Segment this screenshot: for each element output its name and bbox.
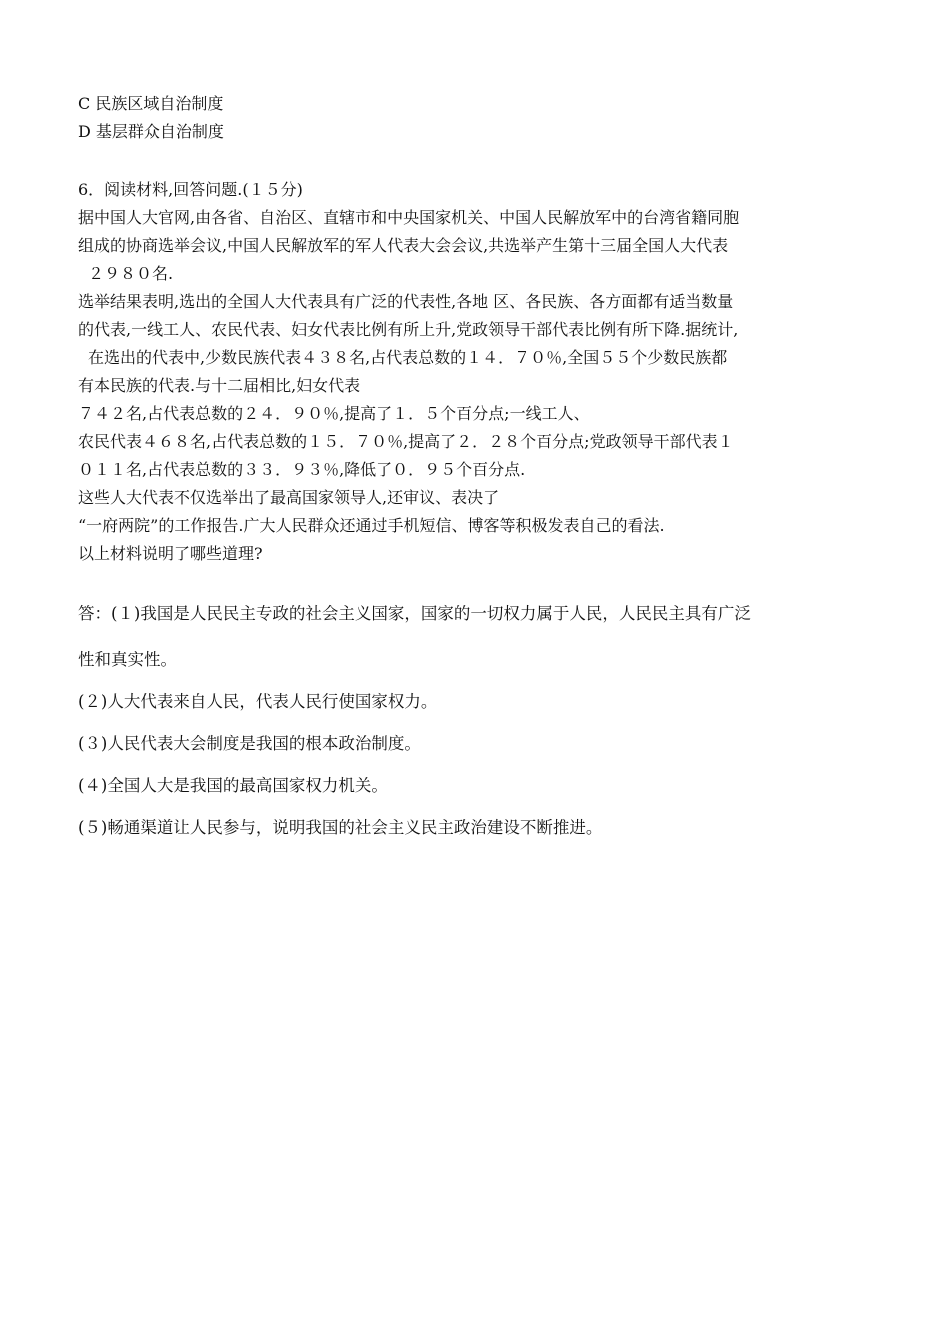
material-line: 的代表,一线工人、农民代表、妇女代表比例有所上升,党政领导干部代表比例有所下降.据统计, <box>78 320 739 339</box>
material-line: ７４２名,占代表总数的２４．９０％,提高了１．５个百分点;一线工人、 <box>78 404 590 423</box>
answer-line: (２)人大代表来自人民，代表人民行使国家权力。 <box>78 692 438 711</box>
material-line: 选举结果表明,选出的全国人大代表具有广泛的代表性,各地 区、各民族、各方面都有适当数量 <box>78 292 734 311</box>
answer-line: 性和真实性。 <box>78 650 177 669</box>
material-line: “一府两院”的工作报告.广大人民群众还通过手机短信、博客等积极发表自己的看法. <box>78 516 665 535</box>
option-c: C 民族区域自治制度 <box>78 94 224 113</box>
material-line: 组成的协商选举会议,中国人民解放军的军人代表大会会议,共选举产生第十三届全国人大代表 <box>78 236 729 255</box>
option-d: D 基层群众自治制度 <box>78 122 224 141</box>
answer-line: (５)畅通渠道让人民参与，说明我国的社会主义民主政治建设不断推进。 <box>78 818 603 837</box>
answer-line: (４)全国人大是我国的最高国家权力机关。 <box>78 776 388 795</box>
material-line: 据中国人大官网,由各省、自治区、直辖市和中央国家机关、中国人民解放军中的台湾省籍同胞 <box>78 208 740 227</box>
question-prompt: 以上材料说明了哪些道理? <box>78 544 263 563</box>
question-header: 6．阅读材料,回答问题.(１５分) <box>78 180 303 199</box>
material-line: 有本民族的代表.与十二届相比,妇女代表 <box>78 376 361 395</box>
material-line: 农民代表４６８名,占代表总数的１５．７０％,提高了２．２８个百分点;党政领导干部代表１ <box>78 432 734 451</box>
material-line: 在选出的代表中,少数民族代表４３８名,占代表总数的１４．７０％,全国５５个少数民族都 <box>88 348 728 367</box>
material-line: ２９８０名. <box>88 264 174 283</box>
material-line: 这些人大代表不仅选举出了最高国家领导人,还审议、表决了 <box>78 488 500 507</box>
material-line: ０１１名,占代表总数的３３．９３％,降低了０．９５个百分点. <box>78 460 526 479</box>
answer-line: (３)人民代表大会制度是我国的根本政治制度。 <box>78 734 421 753</box>
answer-line: 答：(１)我国是人民民主专政的社会主义国家，国家的一切权力属于人民，人民民主具有广泛 <box>78 604 751 623</box>
